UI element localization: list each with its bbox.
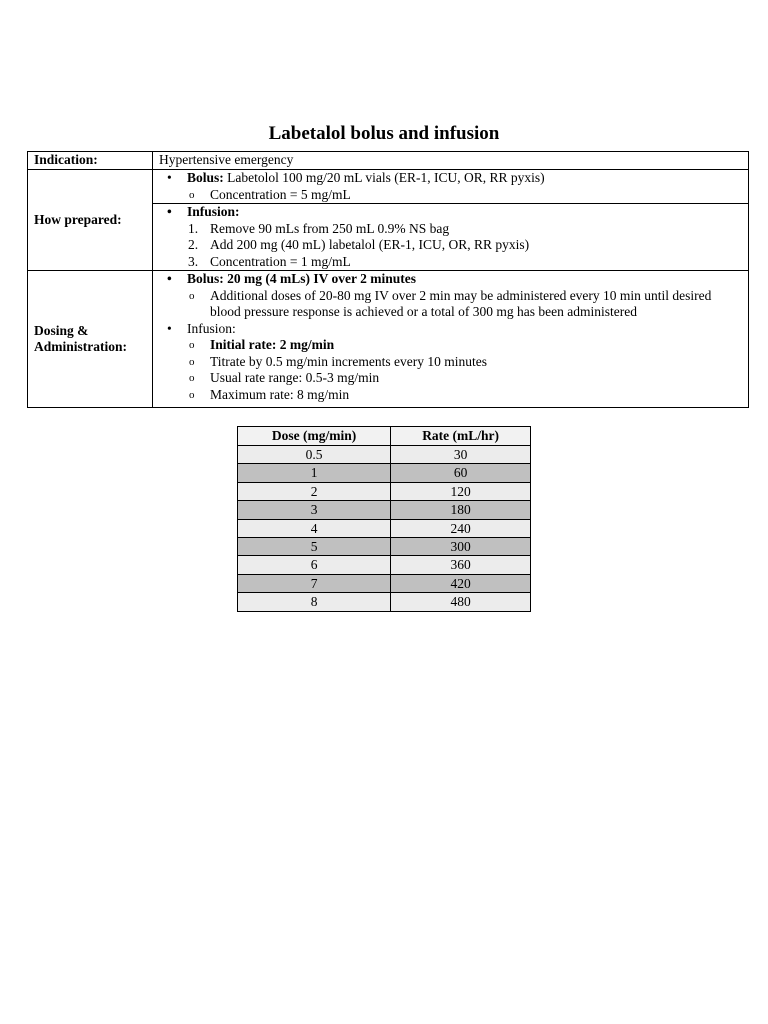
bolus-concentration-item [159,187,748,204]
dose-cell: 3 [238,501,391,519]
indication-label: Indication: [28,152,153,170]
dosing-bolus-heading: • Bolus: 20 mg (4 mLs) IV over 2 minutes [159,271,748,288]
how-prepared-infusion-cell [153,204,749,271]
infusion-step [159,254,748,271]
infusion-initial-rate: Initial rate: 2 mg/min [210,337,335,352]
dosing-infusion-item [159,370,748,387]
dose-cell: 0.5 [238,446,391,464]
sub-bullet-marker: o [189,388,195,401]
bolus-prep-heading: Bolus: [187,170,224,185]
infusion-item-text: Titrate by 0.5 mg/min increments every 10 minutes [210,353,487,369]
sub-bullet-marker: o [189,188,195,201]
dosing-infusion-item [159,387,748,404]
dosing-bolus-sub-text: Additional doses of 20-80 mg IV over 2 min may be administered every 10 min until desired blood pressure response is achieved or a total of 300 mg has been administered [210,287,712,319]
rate-cell: 60 [391,464,531,482]
sub-bullet-marker: o [189,355,195,368]
table-row [238,538,531,556]
dose-table-body [238,446,531,612]
sub-bullet-marker: o [189,372,195,384]
rate-cell: 120 [391,482,531,500]
table-row [238,556,531,574]
rate-cell: 360 [391,556,531,574]
step-text: Remove 90 mLs from 250 mL 0.9% NS bag [210,220,450,236]
indication-value: Hypertensive emergency [153,152,749,170]
dose-column-header: Dose (mg/min) [238,427,391,446]
dosing-row [28,271,749,408]
page-title: Labetalol bolus and infusion [268,123,500,144]
dosing-bolus-sub-item [159,288,748,321]
bolus-concentration-text: Concentration = 5 mg/mL [210,186,351,202]
table-row [238,519,531,537]
how-prepared-bolus-row [28,170,749,204]
bolus-prep-text: Labetolol 100 mg/20 mL vials (ER-1, ICU, OR, RR pyxis) [223,170,545,185]
labetalol-protocol-table [27,151,749,408]
how-prepared-label: How prepared: [28,170,153,271]
infusion-item-text: Maximum rate: 8 mg/min [210,386,350,402]
dose-cell: 2 [238,482,391,500]
rate-cell: 180 [391,501,531,519]
dosing-infusion-heading: • Infusion: [159,321,748,338]
dosing-label-line2: Administration: [34,339,128,354]
infusion-step [159,237,748,254]
table-row [238,501,531,519]
sub-bullet-marker: o [189,339,195,351]
rate-column-header: Rate (mL/hr) [391,427,531,446]
step-text: Concentration = 1 mg/mL [210,253,351,269]
dosing-label-line1: Dosing & [34,322,89,338]
infusion-prep-heading: • Infusion: [159,204,748,221]
step-text: Add 200 mg (40 mL) labetalol (ER-1, ICU, OR, RR pyxis) [210,237,530,252]
step-number: 1. [188,220,199,236]
infusion-item-text: Usual rate range: 0.5-3 mg/min [210,370,380,385]
table-row [238,446,531,464]
bolus-prep-bullet [159,170,748,187]
dose-cell: 5 [238,538,391,556]
rate-cell: 300 [391,538,531,556]
dose-table-header-row [238,427,531,446]
step-number: 2. [188,237,199,252]
dosing-infusion-item [159,354,748,371]
table-row [238,482,531,500]
rate-cell: 420 [391,574,531,592]
dosing-cell [153,271,749,408]
table-row [238,464,531,482]
sub-bullet-marker: o [189,289,195,302]
rate-cell: 240 [391,519,531,537]
rate-cell: 480 [391,593,531,611]
dose-cell: 4 [238,519,391,537]
rate-cell: 30 [391,446,531,464]
dose-cell: 1 [238,464,391,482]
indication-row [28,152,749,170]
dosing-label [28,271,153,408]
dose-rate-table [237,426,531,612]
dose-cell: 7 [238,574,391,592]
table-row [238,593,531,611]
dose-cell: 8 [238,593,391,611]
dose-cell: 6 [238,556,391,574]
how-prepared-bolus-cell [153,170,749,204]
infusion-step [159,221,748,238]
step-number: 3. [188,253,199,269]
dosing-infusion-item [159,337,748,354]
table-row [238,574,531,592]
